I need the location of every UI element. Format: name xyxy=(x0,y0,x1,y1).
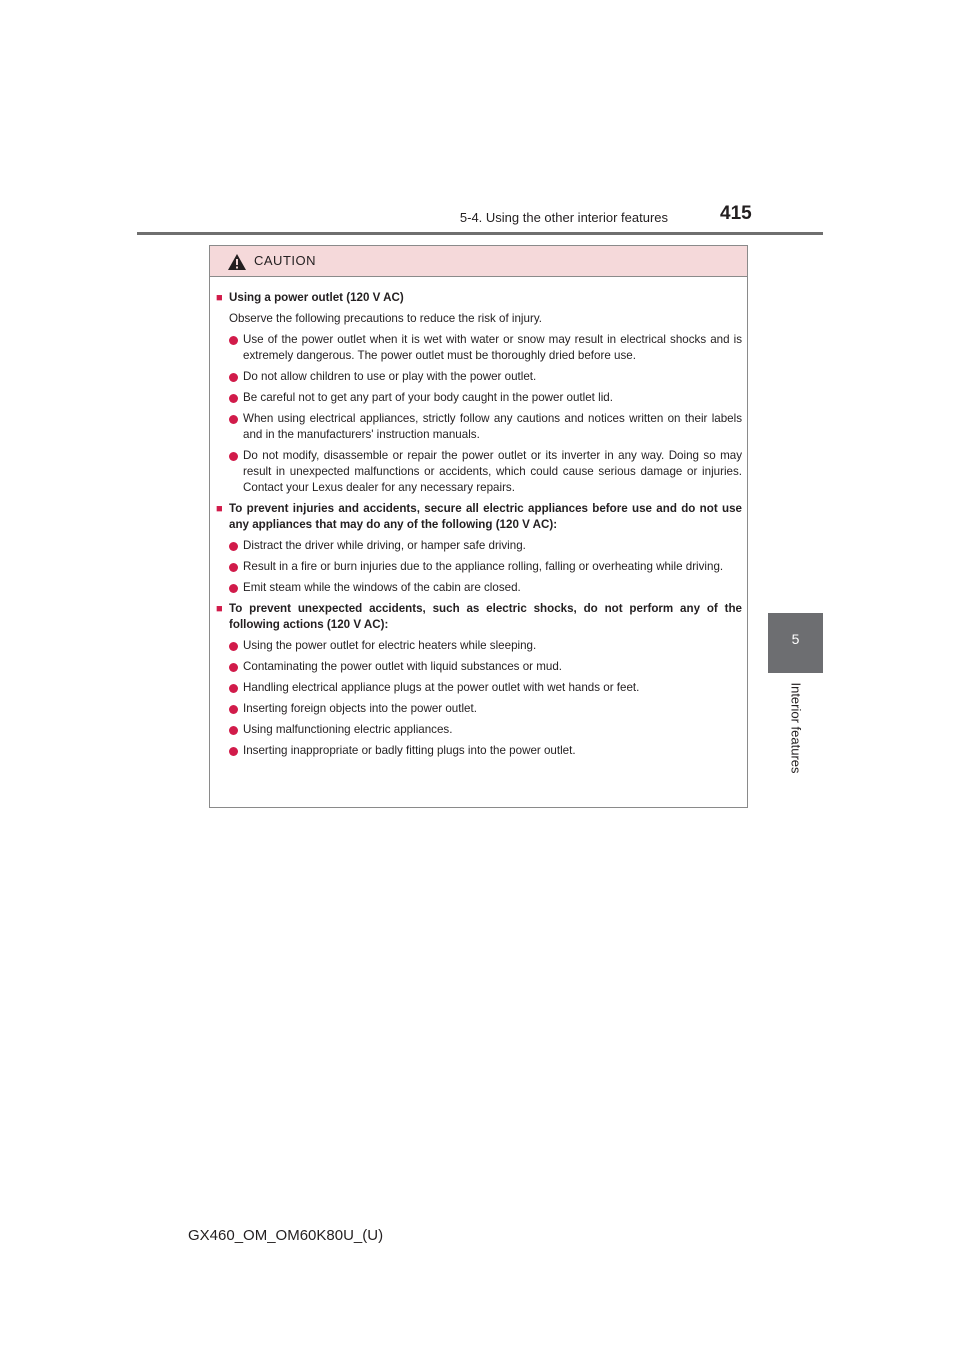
list-item: When using electrical appliances, strictly follow any cautions and notices written on their labels and in the manufacturers' instruction manuals. xyxy=(210,411,747,443)
square-bullet-icon: ■ xyxy=(216,292,223,304)
bullet-dot-icon xyxy=(229,705,238,714)
list-item: Contaminating the power outlet with liquid substances or mud. xyxy=(210,659,747,675)
list-item: Do not allow children to use or play with the power outlet. xyxy=(210,369,747,385)
square-bullet-icon: ■ xyxy=(216,603,223,615)
list-item: Handling electrical appliance plugs at the power outlet with wet hands or feet. xyxy=(210,680,747,696)
list-item: Do not modify, disassemble or repair the power outlet or its inverter in any way. Doing so may result in unexpected malfunctions or accidents, which could cause serious damage or injuries. Contact your Lexus dealer for any necessary repairs. xyxy=(210,448,747,496)
list-item: Inserting foreign objects into the power outlet. xyxy=(210,701,747,717)
chapter-label: Interior features xyxy=(788,682,804,774)
bullet-dot-icon xyxy=(229,394,238,403)
caution-title: CAUTION xyxy=(254,253,316,268)
list-item: Use of the power outlet when it is wet with water or snow may result in electrical shocks and is extremely dangerous. The power outlet must be thoroughly dried before use. xyxy=(210,332,747,364)
list-item: Be careful not to get any part of your body caught in the power outlet lid. xyxy=(210,390,747,406)
bullet-dot-icon xyxy=(229,747,238,756)
section-heading: ■ To prevent unexpected accidents, such as electric shocks, do not perform any of the following actions (120 V AC): xyxy=(216,602,742,631)
list-item: Inserting inappropriate or badly fitting plugs into the power outlet. xyxy=(210,743,747,759)
bullet-dot-icon xyxy=(229,452,238,461)
section-heading: ■ Using a power outlet (120 V AC) xyxy=(216,291,404,304)
bullet-dot-icon xyxy=(229,415,238,424)
warning-triangle-icon xyxy=(227,253,247,271)
bullet-dot-icon xyxy=(229,336,238,345)
bullet-dot-icon xyxy=(229,684,238,693)
section-intro: Observe the following precautions to reduce the risk of injury. xyxy=(229,312,542,325)
list-item: Emit steam while the windows of the cabin are closed. xyxy=(210,580,747,596)
document-code: GX460_OM_OM60K80U_(U) xyxy=(188,1227,384,1244)
list-item: Result in a fire or burn injuries due to the appliance rolling, falling or overheating while driving. xyxy=(210,559,747,575)
bullet-dot-icon xyxy=(229,642,238,651)
bullet-dot-icon xyxy=(229,663,238,672)
bullet-dot-icon xyxy=(229,373,238,382)
list-item: Using the power outlet for electric heaters while sleeping. xyxy=(210,638,747,654)
chapter-number: 5 xyxy=(791,631,800,647)
caution-box xyxy=(209,245,748,808)
caution-body xyxy=(210,290,747,764)
bullet-dot-icon xyxy=(229,542,238,551)
square-bullet-icon: ■ xyxy=(216,503,223,515)
bullet-dot-icon xyxy=(229,726,238,735)
bullet-dot-icon xyxy=(229,584,238,593)
header-rule xyxy=(137,232,823,235)
list-item: Distract the driver while driving, or hamper safe driving. xyxy=(210,538,747,554)
section-title: 5-4. Using the other interior features xyxy=(459,210,668,225)
chapter-tab[interactable] xyxy=(768,613,823,673)
list-item: Using malfunctioning electric appliances. xyxy=(210,722,747,738)
page-number: 415 xyxy=(720,203,752,224)
caution-header xyxy=(210,246,747,277)
section-heading: ■ To prevent injuries and accidents, secure all electric appliances before use and do not use any appliances that may do any of the following (120 V AC): xyxy=(216,502,742,531)
bullet-dot-icon xyxy=(229,563,238,572)
